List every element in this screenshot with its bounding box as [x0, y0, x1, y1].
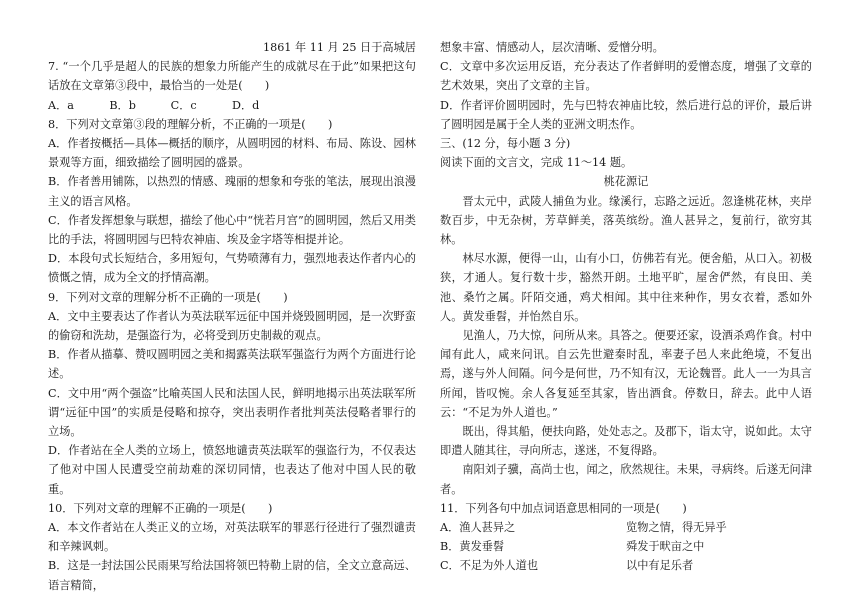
- q11-b-left: B．黄发垂髫: [440, 540, 505, 554]
- q8-stem: 8．下列对文章第③段的理解分析，不正确的一项是( ): [48, 117, 333, 131]
- q10-stem: 10．下列对文章的理解不正确的一项是( ): [48, 501, 273, 515]
- q11-c-right: 以中有足乐者: [626, 559, 694, 573]
- essay-paragraph-2: 林尽水源，便得一山，山有小口，仿佛若有光。便舍船，从口入。初极狭，才通人。复行数十步，豁然开朗。土地平旷，屋舍俨然，有良田、美池、桑竹之属。阡陌交通，鸡犬相闻。其中往来种作，男女衣着，悉如外人。黄发垂髫，并怡然自乐。: [440, 252, 812, 323]
- q7-option-c: C．c: [170, 98, 197, 112]
- q8-option-b: B．作者善用铺陈，以热烈的情感、瑰丽的想象和夸张的笔法，展现出浪漫主义的语言风格。: [48, 175, 416, 208]
- section-instruction: 阅读下面的文言文，完成 11～14 题。: [440, 156, 633, 170]
- q7-option-a: A．a: [48, 98, 74, 112]
- right-column: [440, 38, 812, 576]
- q7-option-d: D．d: [231, 98, 260, 112]
- q10-option-a: A．本文作者站在人类正义的立场，对英法联军的罪恶行径进行了强烈谴责和辛辣讽刺。: [48, 521, 416, 554]
- q11-a-left: A．渔人甚异之: [440, 521, 516, 535]
- q9-option-c: C．文中用“两个强盗”比喻英国人民和法国人民，鲜明地揭示出英法联军所谓“远征中国”的实质是侵略和掠夺，突出表明作者批判英法侵略者罪行的立场。: [48, 386, 416, 439]
- essay-title: 桃花源记: [603, 175, 649, 189]
- q10-option-d: D．作者评价圆明园时，先与巴特农神庙比较，然后进行总的评价，最后讲了圆明园是属于全人类的亚洲文明杰作。: [440, 98, 812, 131]
- q10-option-b: B．这是一封法国公民雨果写给法国将领巴特勒上尉的信，全文立意高远、语言精简，: [48, 559, 416, 592]
- q11-stem: 11．下列各句中加点词语意思相同的一项是( ): [440, 501, 687, 515]
- q11-row-b: [440, 537, 812, 556]
- essay-paragraph-4: 既出，得其船，便扶向路，处处志之。及郡下，诣太守，说如此。太守即遣人随其往，寻向所志，遂迷，不复得路。: [440, 425, 812, 458]
- q11-b-right: 舜发于畎亩之中: [626, 540, 705, 554]
- q9-option-a: A．文中主要表达了作者认为英法联军远征中国并烧毁圆明园，是一次野蛮的偷窃和洗劫，是强盗行为，必将受到历史制裁的观点。: [48, 309, 416, 343]
- q8-option-a: A．作者按概括—具体—概括的顺序，从圆明园的材料、布局、陈设、园林景观等方面，细致描绘了圆明园的盛景。: [48, 137, 416, 170]
- q11-row-c: [440, 556, 812, 575]
- q11-c-left: C．不足为外人道也: [440, 559, 539, 573]
- q11-row-a: [440, 518, 812, 537]
- q7-stem: 7. “一个几乎是超人的民族的想象力所能产生的成就尽在于此”如果把这句话放在文章第③段中，最恰当的一处是( ): [48, 60, 416, 93]
- q9-option-d: D．作者站在全人类的立场上，愤怒地谴责英法联军的强盗行为，不仅表达了他对中国人民遭受空前劫难的深切同情，也表达了他对中国人民的敬重。: [48, 444, 416, 496]
- q11-a-right: 览物之情，得无异乎: [626, 521, 727, 535]
- q9-option-b: B．作者从描摹、赞叹圆明园之美和揭露英法联军强盗行为两个方面进行论述。: [48, 348, 416, 381]
- q8-option-c: C．作者发挥想象与联想，描绘了他心中“恍若月宫”的圆明园，然后又用类比的手法，将圆明园与巴特农神庙、埃及金字塔等相提并论。: [48, 213, 416, 247]
- essay-paragraph-3: 见渔人，乃大惊，问所从来。具答之。便要还家，设酒杀鸡作食。村中闻有此人，咸来问讯。自云先世避秦时乱，率妻子邑人来此绝境，不复出焉，遂与外人间隔。问今是何世，乃不知有汉，无论魏晋。此人一一为具言所闻，皆叹惋。余人各复延至其家，皆出酒食。停数日，辞去。此中人语云：“不足为外人道也。”: [440, 329, 812, 419]
- dateline: 1861 年 11 月 25 日于高城居: [262, 41, 416, 54]
- section-title: 三、(12 分，每小题 3 分): [440, 137, 571, 151]
- q8-option-d: D．本段句式长短结合，多用短句，气势喷薄有力，强烈地表达作者内心的愤慨之情，成为全文的抒情高潮。: [48, 252, 416, 285]
- left-column: [48, 38, 416, 595]
- q7-options: [48, 96, 416, 115]
- essay-paragraph-5: 南阳刘子骥，高尚士也，闻之，欣然规往。未果，寻病终。后遂无问津者。: [440, 463, 812, 496]
- q10-option-c: C．文章中多次运用反语，充分表达了作者鲜明的爱憎态度，增强了文章的艺术效果，突出了文章的主旨。: [440, 60, 812, 93]
- q7-option-b: B．b: [109, 98, 136, 112]
- q9-stem: 9．下列对文章的理解分析不正确的一项是( ): [48, 290, 288, 304]
- essay-paragraph-1: 晋太元中，武陵人捕鱼为业。缘溪行，忘路之远近。忽逢桃花林，夹岸数百步，中无杂树，芳草鲜美，落英缤纷。渔人甚异之，复前行，欲穷其林。: [440, 194, 812, 247]
- q10-option-b-continued: 想象丰富、情感动人，层次清晰、爱憎分明。: [440, 41, 664, 54]
